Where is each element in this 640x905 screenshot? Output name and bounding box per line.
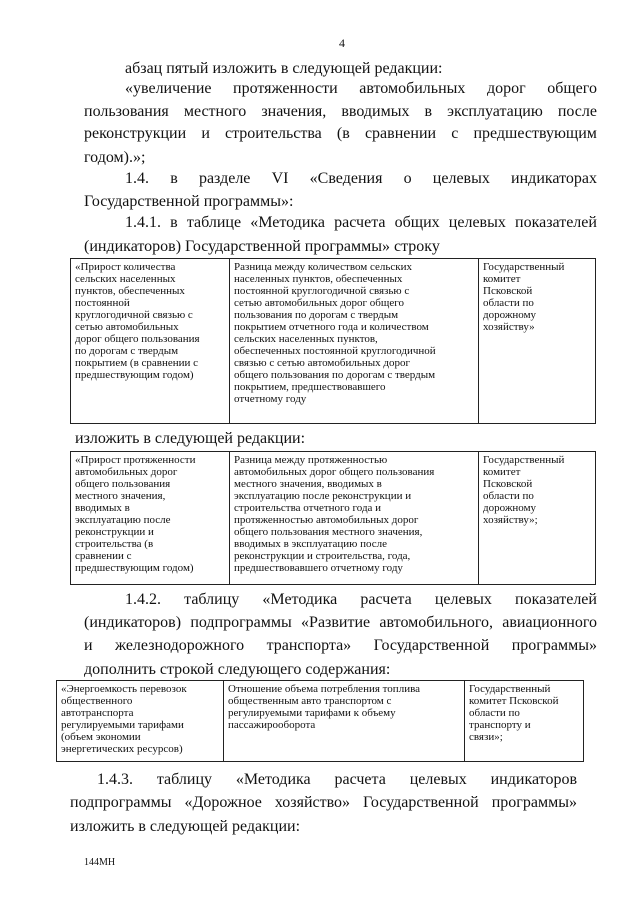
word: целевых — [434, 591, 492, 608]
word: реконструкции — [84, 125, 187, 142]
word: программы» — [511, 637, 597, 654]
word: строительства — [225, 125, 322, 142]
word: значения, — [261, 103, 327, 120]
table-row — [71, 259, 596, 424]
word: целевых — [409, 771, 467, 788]
word: (в — [336, 125, 350, 142]
word: Государственной — [373, 637, 490, 654]
document-code: 144МН — [84, 857, 116, 868]
word: таблицу — [156, 771, 212, 788]
word: таблицу — [184, 591, 240, 608]
word: автомобильного, — [379, 614, 493, 631]
word: подпрограммы — [190, 614, 292, 631]
paragraph-line: абзац пятый изложить в следующей редакции: — [125, 60, 443, 77]
word: «Сведения — [309, 170, 383, 187]
word: таблице — [186, 214, 242, 231]
word: индикаторах — [511, 170, 597, 187]
responsible-cell: Государственный комитет Псковской области по дорожному хозяйству»; — [479, 452, 596, 585]
justified-line — [84, 103, 597, 121]
word: программы» — [491, 794, 577, 811]
justified-line — [125, 170, 597, 188]
word: местного — [183, 103, 247, 120]
paragraph-line: изложить в следующей редакции: — [70, 818, 301, 835]
method-cell: Отношение объема потребления топлива общественным авто транспортом с регулируемыми тарифами к объему пассажирооборота — [224, 681, 465, 762]
word: расчета — [360, 591, 412, 608]
word: в — [170, 170, 178, 187]
page-number: 4 — [339, 36, 345, 50]
justified-line — [84, 125, 597, 143]
word: VI — [271, 170, 289, 187]
word: «Методика — [262, 591, 338, 608]
word: целевых — [448, 214, 506, 231]
word: пользования — [84, 103, 169, 120]
word: сравнении — [364, 125, 437, 142]
word: с — [451, 125, 459, 142]
word: «увеличение — [125, 80, 212, 97]
paragraph-line: годом).»; — [84, 149, 146, 166]
word: транспорта» — [266, 637, 352, 654]
word: (индикаторов) — [84, 614, 182, 631]
table-row — [57, 681, 584, 762]
justified-line — [125, 214, 597, 232]
word: 1.4.3. — [97, 771, 133, 788]
word: индикаторов — [490, 771, 577, 788]
method-cell: Разница между протяженностью автомобильных дорог общего пользования местного значения, вводимых в эксплуатацию после реконструкции и строительства отчетного года и протяженностью автомобильных дорог общего пользования местного значения, вводимых в эксплуатацию после реконструкции и строительства, года, предшествовавшего отчетному году — [230, 452, 479, 585]
word: и — [201, 125, 210, 142]
word: 1.4. — [125, 170, 149, 187]
word: хозяйство» — [274, 794, 351, 811]
table-row — [71, 452, 596, 585]
paragraph-line: изложить в следующей редакции: — [75, 430, 306, 447]
paragraph-line: (индикаторов) Государственной программы» строку — [84, 238, 440, 255]
word: авиационного — [502, 614, 597, 631]
word: 1.4.1. — [125, 214, 161, 231]
justified-line — [97, 771, 577, 789]
word: дорог — [486, 80, 526, 97]
word: целевых — [432, 170, 490, 187]
word: показателей — [515, 591, 597, 608]
responsible-cell: Государственный комитет Псковской области по транспорту и связи»; — [465, 681, 584, 762]
word: о — [403, 170, 412, 187]
word: в — [170, 214, 178, 231]
indicator-name-cell: «Прирост протяженности автомобильных дорог общего пользования местного значения, вводимых в эксплуатацию после реконструкции и строительства (в сравнении с предшествующим годом) — [71, 452, 230, 585]
word: протяженности — [233, 80, 338, 97]
word: предшествующим — [473, 125, 597, 142]
word: расчета — [334, 771, 386, 788]
justified-line — [125, 80, 597, 98]
word: железнодорожного — [114, 637, 245, 654]
table-rows-1 — [70, 258, 596, 424]
responsible-cell: Государственный комитет Псковской области по дорожному хозяйству» — [479, 259, 596, 424]
table-rows-2 — [70, 451, 596, 585]
word: общих — [394, 214, 440, 231]
word: «Развитие — [301, 614, 371, 631]
word: 1.4.2. — [125, 591, 161, 608]
indicator-name-cell: «Энергоемкость перевозок общественного автотранспорта регулируемыми тарифами (объем экономии энергетических ресурсов) — [57, 681, 224, 762]
word: расчета — [334, 214, 386, 231]
justified-line — [70, 794, 577, 812]
justified-line — [84, 637, 597, 655]
word: «Методика — [235, 771, 311, 788]
word: подпрограммы — [70, 794, 172, 811]
method-cell: Разница между количеством сельских населенных пунктов, обеспеченных постоянной круглогодичной связью с сетью автомобильных дорог общего пользования по дорогам с твердым покрытием отчетного года и количеством сельских населенных пунктов, обеспеченных постоянной круглогодичной связью с сетью автомобильных дорог общего пользования по дорогам с твердым покрытием, предшествовавшего отчетному году — [230, 259, 479, 424]
justified-line — [125, 591, 597, 609]
word: показателей — [515, 214, 597, 231]
word: в — [424, 103, 433, 120]
indicator-name-cell: «Прирост количества сельских населенных пунктов, обеспеченных постоянной круглогодичной связью с сетью автомобильных дорог общего пользования по дорогам с твердым покрытием (в сравнении с предшествующим годом) — [71, 259, 230, 424]
table-rows-3 — [56, 680, 584, 762]
paragraph-line: дополнить строкой следующего содержания: — [84, 661, 391, 678]
word: после — [557, 103, 597, 120]
word: разделе — [198, 170, 251, 187]
paragraph-line: Государственной программы»: — [84, 193, 294, 210]
word: вводимых — [341, 103, 410, 120]
word: и — [84, 637, 93, 654]
word: общего — [547, 80, 597, 97]
word: Государственной — [363, 794, 479, 811]
word: эксплуатацию — [447, 103, 543, 120]
word: «Методика — [250, 214, 326, 231]
word: автомобильных — [359, 80, 466, 97]
word: «Дорожное — [184, 794, 262, 811]
justified-line — [84, 614, 597, 632]
